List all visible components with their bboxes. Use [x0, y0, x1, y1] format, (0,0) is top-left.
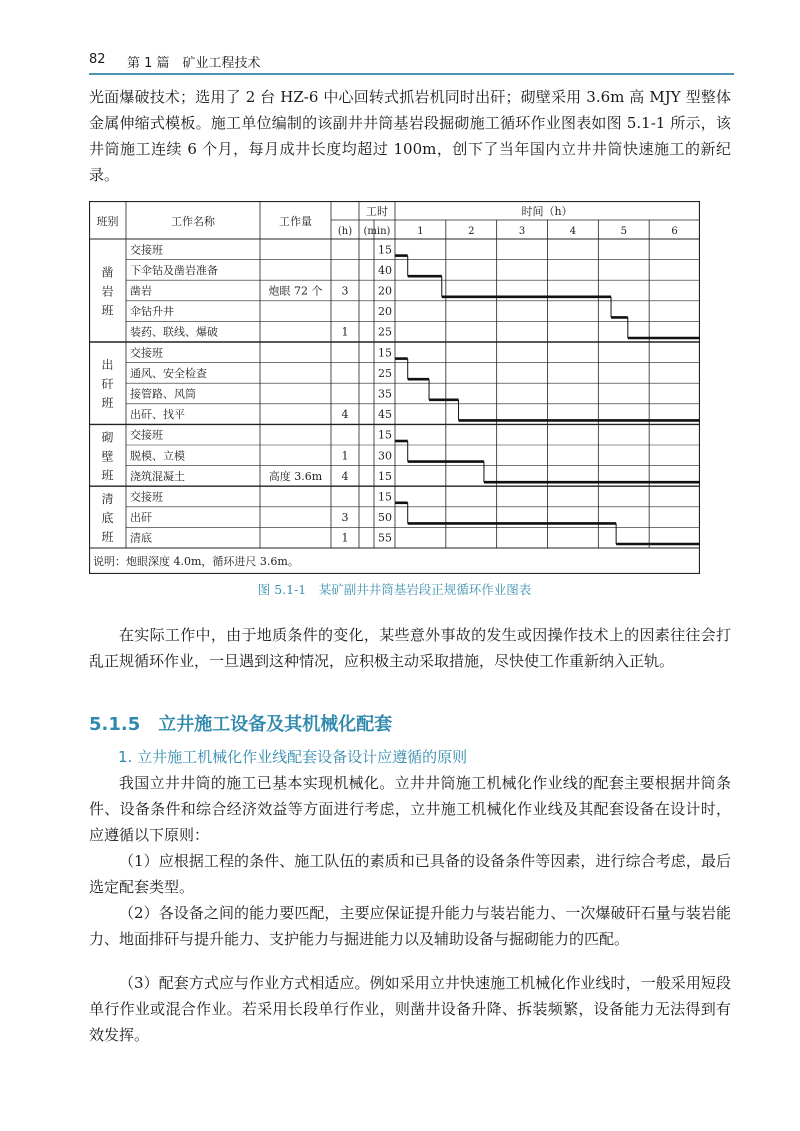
header-min: (min): [363, 226, 391, 237]
row-min: 15: [378, 490, 392, 504]
row-min: 25: [378, 366, 392, 380]
section-heading: [89, 710, 392, 736]
row-min: 45: [378, 408, 392, 422]
header-hour-4: 4: [569, 226, 577, 237]
running-header: [89, 52, 729, 72]
row-h: 4: [341, 469, 349, 483]
row-min: 15: [378, 428, 392, 442]
header-job: 工作名称: [171, 215, 215, 228]
group-label-char: 底: [101, 511, 114, 526]
body-paragraph-1: （1）应根据工程的条件、施工队伍的素质和已具备的设备条件等因素，进行综合考虑，最后选定配套类型。: [89, 852, 731, 896]
row-job: 装药、联线、爆破: [130, 325, 218, 339]
row-h: 1: [341, 325, 349, 339]
header-time: 时间（h）: [521, 205, 573, 218]
row-min: 20: [378, 284, 392, 298]
row-min: 15: [378, 243, 392, 257]
group-label-char: 砌: [101, 430, 114, 445]
row-min: 15: [378, 469, 392, 483]
row-job: 出矸、找平: [130, 408, 185, 422]
row-job: 伞钻升井: [130, 305, 174, 319]
row-min: 25: [378, 325, 392, 339]
row-job: 出矸: [130, 511, 152, 525]
row-min: 30: [378, 449, 392, 463]
header-hour-2: 2: [468, 226, 475, 237]
header-hour-5: 5: [620, 226, 627, 237]
chapter-title: 第 1 篇 矿业工程技术: [127, 56, 261, 71]
table-note: 说明：炮眼深度 4.0m，循环进尺 3.6m。: [93, 555, 299, 568]
body-paragraph-2: （2）各设备之间的能力要匹配，主要应保证提升能力与装岩能力、一次爆破矸石量与装岩能力、地面排矸与提升能力、支护能力与掘进能力以及辅助设备与掘砌能力的匹配。: [89, 904, 731, 948]
header-hour-6: 6: [671, 226, 678, 237]
header-hour-3: 3: [518, 226, 526, 237]
row-job: 下伞钻及凿岩准备: [130, 263, 218, 277]
header-workload: 工作量: [279, 215, 312, 228]
row-job: 脱模、立模: [130, 449, 185, 463]
group-label-char: 岩: [101, 284, 114, 299]
intro-paragraph: 光面爆破技术；选用了 2 台 HZ-6 中心回转式抓岩机同时出矸；砌壁采用 3.6m 高 MJY 型整体金属伸缩式模板。施工单位编制的该副井井筒基岩段掘砌施工循环作业图表如图 5.1-1 所示，该井筒施工连续 6 个月，每月成井长度均超过 100m，创下了当年国内立井井筒快速施工的新纪录。: [89, 88, 731, 184]
row-workload: 高度 3.6m: [268, 469, 323, 483]
header-team: 班别: [96, 215, 119, 228]
row-min: 15: [378, 346, 392, 360]
group-label-char: 矸: [101, 377, 114, 392]
row-job: 通风、安全检查: [130, 366, 207, 380]
row-min: 35: [378, 387, 392, 401]
cycle-table-svg: [89, 201, 700, 574]
group-label-char: 班: [101, 303, 114, 318]
section-title: 立井施工设备及其机械化配套: [158, 714, 393, 735]
row-job: 交接班: [130, 346, 163, 360]
group-label-char: 班: [101, 530, 114, 545]
group-label-char: 壁: [101, 449, 114, 464]
row-h: 4: [341, 408, 349, 422]
group-label-char: 班: [101, 468, 114, 483]
row-h: 3: [341, 284, 349, 298]
subsection-heading: 1. 立井施工机械化作业线配套设备设计应遵循的原则: [118, 748, 468, 766]
header-labor-time: 工时: [366, 205, 388, 218]
row-h: 1: [341, 531, 349, 545]
paragraph-after-figure: 在实际工作中，由于地质条件的变化，某些意外事故的发生或因操作技术上的因素往往会打乱正规循环作业，一旦遇到这种情况，应积极主动采取措施，尽快使工作重新纳入正轨。: [89, 626, 731, 670]
header-h: (h): [337, 226, 353, 237]
row-min: 40: [378, 263, 392, 277]
row-min: 50: [378, 511, 392, 525]
row-workload: 炮眼 72 个: [268, 284, 323, 298]
row-job: 凿岩: [130, 284, 152, 298]
group-label-char: 凿: [101, 265, 114, 280]
body-paragraph-intro: 我国立井井筒的施工已基本实现机械化。立井井筒施工机械化作业线的配套主要根据井筒条件、设备条件和综合经济效益等方面进行考虑，立井施工机械化作业线及其配套设备在设计时，应遵循以下原则：: [89, 774, 731, 844]
row-job: 交接班: [130, 490, 163, 504]
row-min: 55: [378, 531, 392, 545]
row-job: 接管路、风筒: [130, 387, 196, 401]
row-h: 3: [341, 511, 349, 525]
header-rule: [89, 73, 734, 75]
row-job: 交接班: [130, 243, 163, 257]
group-label-char: 出: [101, 358, 114, 373]
cycle-operation-chart: [89, 201, 700, 574]
section-number: 5.1.5: [89, 714, 141, 735]
group-label-char: 班: [101, 396, 114, 411]
body-paragraph-3: （3）配套方式应与作业方式相适应。例如采用立井快速施工机械化作业线时，一般采用短段单行作业或混合作业。若采用长段单行作业，则凿井设备升降、拆装频繁，设备能力无法得到有效发挥。: [89, 974, 731, 1044]
row-job: 浇筑混凝土: [130, 469, 185, 483]
row-min: 20: [378, 305, 392, 319]
row-job: 交接班: [130, 428, 163, 442]
figure-caption: 图 5.1-1 某矿副井井筒基岩段正规循环作业图表: [257, 582, 532, 597]
group-label-char: 清: [101, 492, 114, 507]
row-job: 清底: [130, 531, 152, 545]
header-hour-1: 1: [417, 226, 424, 237]
row-h: 1: [341, 449, 349, 463]
page-number: 82: [89, 52, 106, 67]
